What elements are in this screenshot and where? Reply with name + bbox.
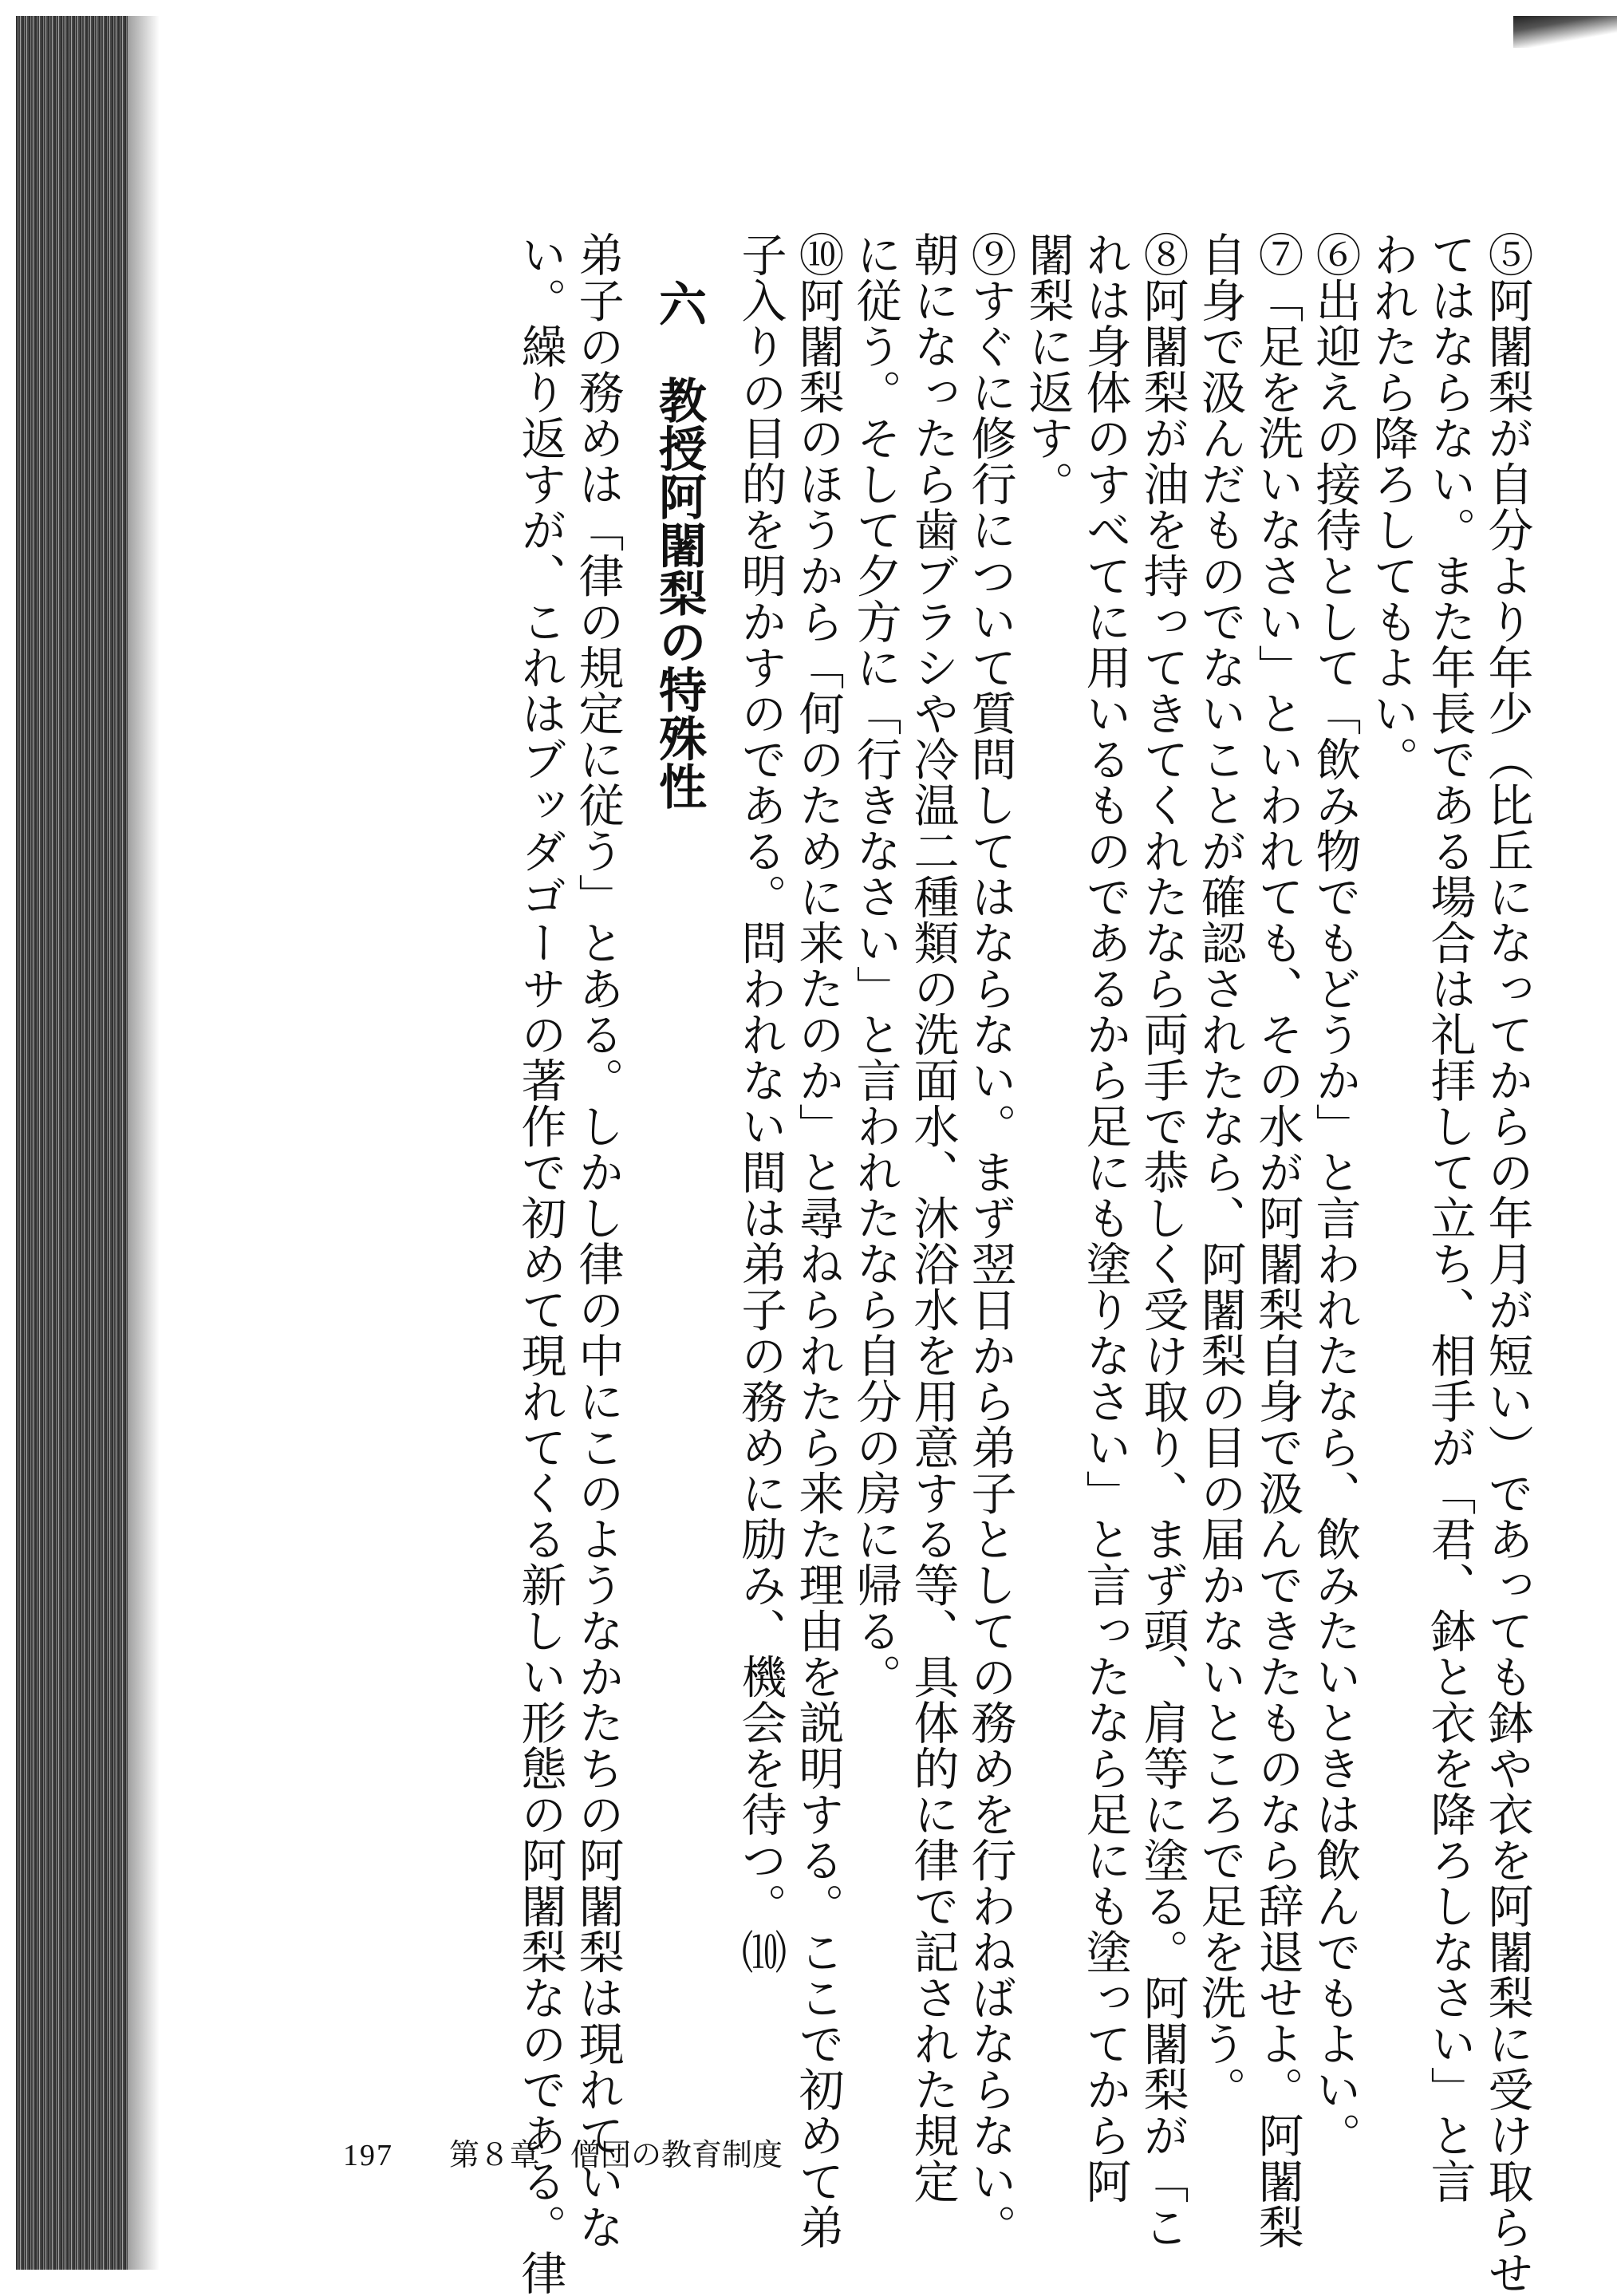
text-line: 闍梨に返す。 — [1021, 231, 1074, 507]
body-line: い。繰り返すが、これはブッダゴーサの著作で初めて現れてくる新しい形態の阿闍梨なのである。律 — [514, 231, 566, 2296]
text-line: に従う。そして夕方に「行きなさい」と言われたなら自分の房に帰る。 — [849, 231, 901, 1699]
book-spine-edge — [16, 16, 128, 2270]
text-line: ⑦「足を洗いなさい」といわれても、その水が阿闍梨自身で汲んできたものなら辞退せよ。阿闍梨 — [1251, 231, 1303, 2250]
running-chapter-title: 第８章 僧団の教育制度 — [449, 2137, 783, 2172]
text-line: ⑨すぐに修行について質問してはならない。まず翌日から弟子としての務めを行わねばならない。 — [964, 231, 1016, 2250]
text-line: ⑤阿闍梨が自分より年少（比丘になってからの年月が短い）であっても鉢や衣を阿闍梨に受け取らせ — [1481, 231, 1533, 2296]
section-gap — [630, 231, 646, 1955]
text-line: てはならない。また年長である場合は礼拝して立ち、相手が「君、鉢と衣を降ろしなさい」と言 — [1423, 231, 1476, 2204]
text-line: ⑧阿闍梨が油を持ってきてくれたなら両手で恭しく受け取り、まず頭、肩等に塗る。阿闍梨が「こ — [1136, 231, 1189, 2250]
page-footer — [343, 2130, 783, 2174]
text-line: 自身で汲んだものでないことが確認されたなら、阿闍梨の目の届かないところで足を洗う。 — [1193, 231, 1246, 2113]
text-line: われたら降ろしてもよい。 — [1366, 231, 1418, 782]
book-spine-shadow — [128, 16, 160, 2270]
text-line: 子入りの目的を明かすのである。問われない間は弟子の務めに励み、機会を待つ。⑽ — [734, 231, 787, 1974]
text-line: れは身体のすべてに用いるものであるから足にも塗りなさい」と言ったなら足にも塗ってから阿 — [1079, 231, 1131, 2204]
body-line: 弟子の務めは「律の規定に従う」とある。しかし律の中にこのようなかたちの阿闍梨は現れていな — [571, 231, 624, 2250]
text-line: ⑩阿闍梨のほうから「何のために来たのか」と尋ねられたら来た理由を説明する。ここで初めて弟 — [791, 231, 844, 2250]
page-number: 197 — [343, 2139, 393, 2172]
section-gap — [712, 231, 728, 1955]
section-heading: 六 教授阿闍梨の特殊性 — [651, 279, 707, 811]
scan-corner-smudge — [1513, 16, 1617, 48]
text-line: 朝になったら歯ブラシや冷温二種類の洗面水、沐浴水を用意する等、具体的に律で記された規定 — [906, 231, 959, 2204]
text-line: ⑥出迎えの接待として「飲み物でもどうか」と言われたなら、飲みたいときは飲んでもよい。 — [1308, 231, 1361, 2158]
